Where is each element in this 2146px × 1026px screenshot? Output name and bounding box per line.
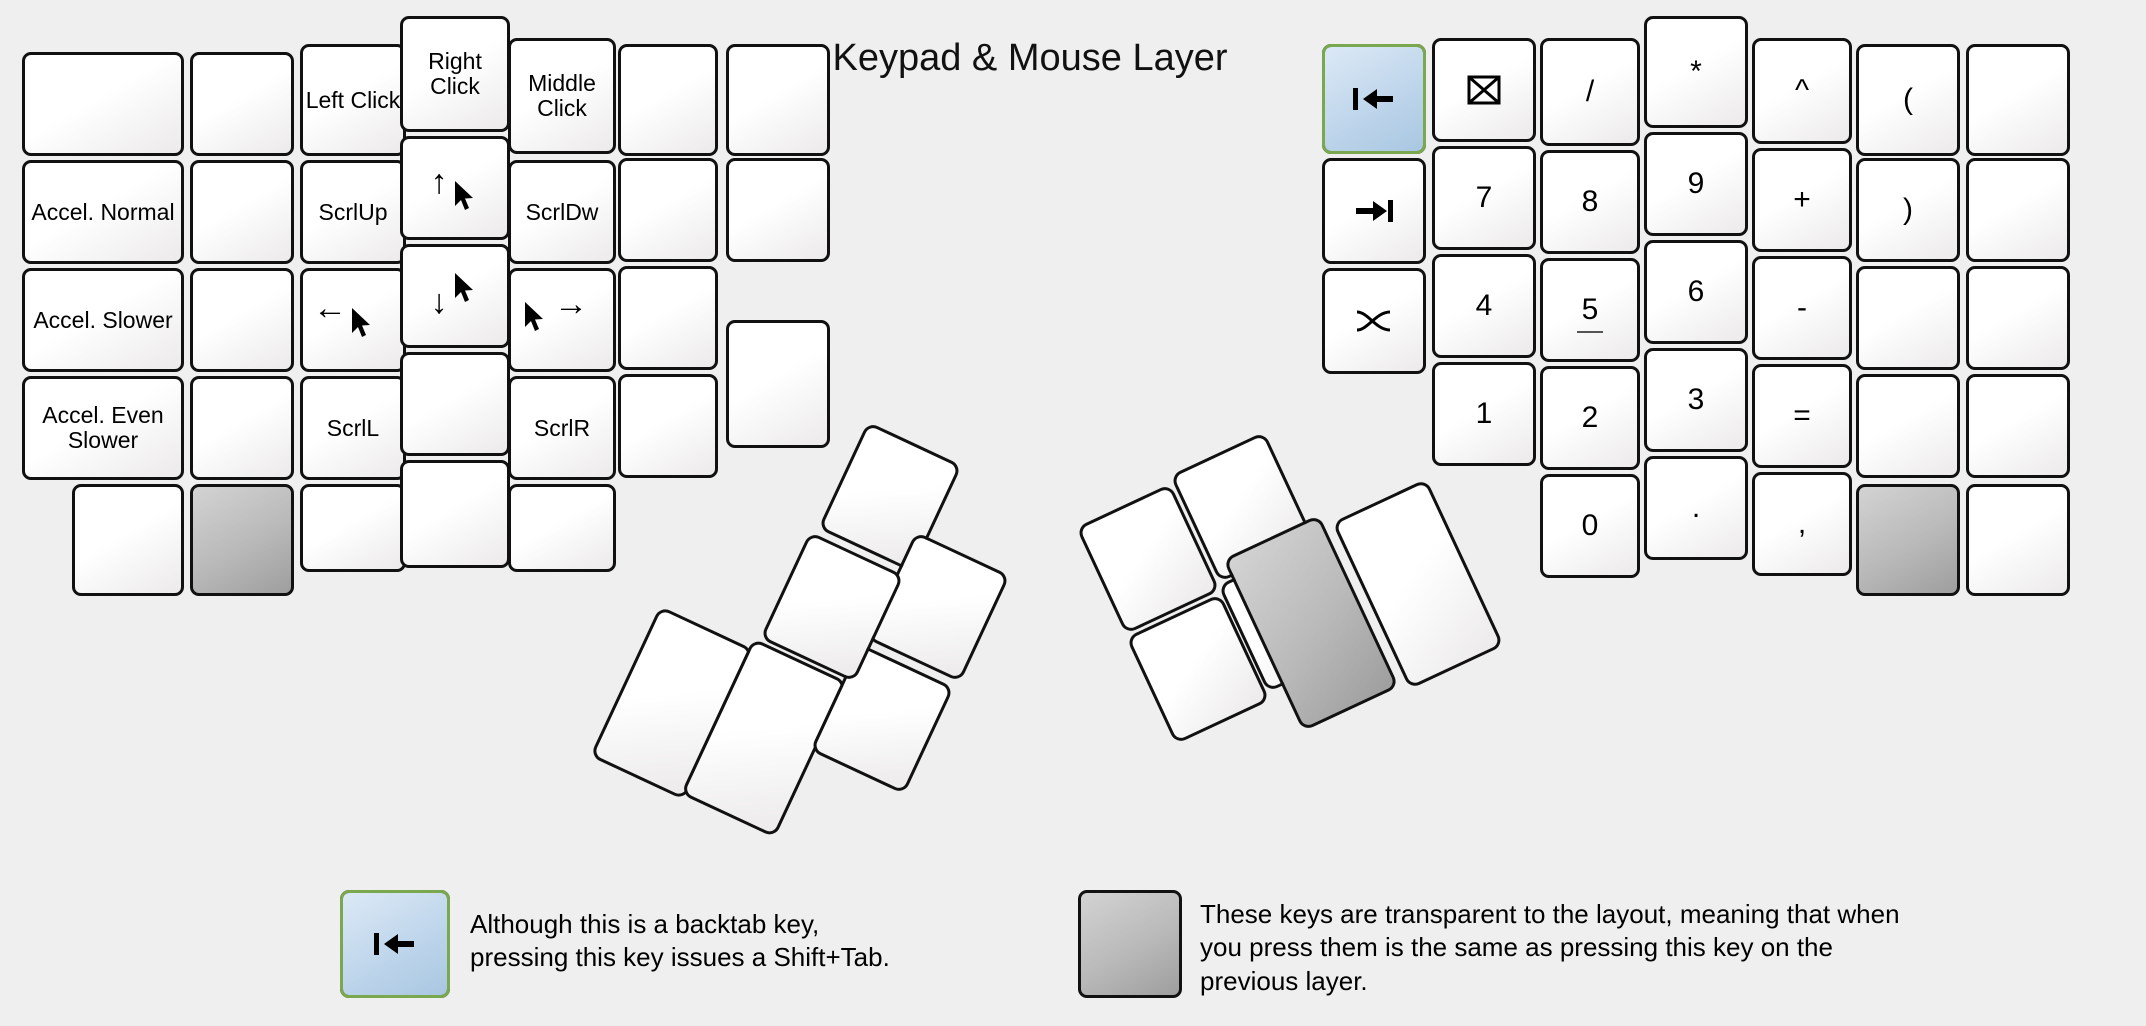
legend-backtab-text: Although this is a backtab key, pressing this key issues a Shift+Tab. (470, 909, 890, 973)
key-kp-8[interactable] (1540, 150, 1640, 254)
key-scroll-right[interactable] (508, 376, 616, 480)
key-l-r3-c5[interactable] (618, 374, 718, 478)
key-kp-0-label: 0 (1581, 508, 1599, 542)
key-caret[interactable] (1752, 38, 1852, 144)
key-right-click-label: Right Click (428, 48, 482, 99)
key-l-r3-c1[interactable] (190, 376, 294, 480)
key-kp-slash-label: / (1585, 74, 1595, 108)
key-scroll-up-label: ScrlUp (318, 198, 388, 225)
key-kp-7-label: 7 (1475, 180, 1493, 214)
key-scroll-down-label: ScrlDw (525, 198, 599, 225)
tab-icon (1351, 198, 1397, 224)
key-kp-asterisk[interactable] (1644, 16, 1748, 128)
key-l-r0-c0[interactable] (22, 52, 184, 156)
backtab-icon (1351, 86, 1397, 112)
key-l-r4-c4[interactable] (508, 484, 616, 572)
homing-bar-icon (1577, 331, 1603, 333)
key-r-r4-last[interactable] (1966, 484, 2070, 596)
key-l-r2-c5[interactable] (618, 266, 718, 370)
key-numlock-clear[interactable] (1432, 38, 1536, 142)
key-l-r0-c6[interactable] (726, 44, 830, 156)
key-l-r4-c2[interactable] (300, 484, 406, 572)
key-kp-7[interactable] (1432, 146, 1536, 250)
key-left-click-label: Left Click (305, 86, 401, 113)
key-mouse-left[interactable] (300, 268, 406, 372)
key-scroll-down[interactable] (508, 160, 616, 264)
key-kp-4[interactable] (1432, 254, 1536, 358)
key-kp-6[interactable] (1644, 240, 1748, 344)
key-kp-9[interactable] (1644, 132, 1748, 236)
key-kp-3-label: 3 (1687, 382, 1705, 416)
key-accel-normal-label: Accel. Normal (31, 198, 175, 225)
mouse-left-icon: ← (313, 290, 393, 350)
key-r-r3-c4[interactable] (1856, 374, 1960, 478)
key-scroll-left[interactable] (300, 376, 406, 480)
clear-icon (1463, 69, 1505, 111)
key-kp-6-label: 6 (1687, 274, 1705, 308)
key-scroll-right-label: ScrlR (533, 414, 591, 441)
key-accel-slower-label: Accel. Slower (33, 306, 173, 333)
key-kp-equals-label: = (1793, 398, 1811, 432)
key-kp-slash[interactable] (1540, 38, 1640, 146)
key-kp-3[interactable] (1644, 348, 1748, 452)
key-r-r1-c6[interactable] (1966, 158, 2070, 262)
key-l-r4-c1-transparent[interactable] (190, 484, 294, 596)
mouse-down-icon: ↓ (431, 278, 480, 315)
key-mouse-down[interactable] (400, 244, 510, 348)
key-accel-even-slower-label: Accel. Even Slower (42, 402, 164, 453)
key-mouse-up[interactable] (400, 136, 510, 240)
key-l-r2-c6[interactable] (726, 320, 830, 448)
key-kp-minus[interactable] (1752, 256, 1852, 360)
key-kp-5-homing[interactable] (1540, 258, 1640, 362)
key-kp-8-label: 8 (1581, 184, 1599, 218)
key-r-r2-c5[interactable] (1856, 266, 1960, 370)
mouse-up-icon: ↑ (431, 170, 480, 207)
key-kp-equals[interactable] (1752, 364, 1852, 468)
key-kp-plus-label: + (1793, 182, 1811, 216)
key-l-r0-c1[interactable] (190, 52, 294, 156)
key-caret-label: ^ (1794, 73, 1810, 107)
key-kp-2-label: 2 (1581, 400, 1599, 434)
key-kp-dot-label: . (1691, 490, 1701, 524)
key-l-r3-c3[interactable] (400, 352, 510, 456)
key-backtab[interactable] (1322, 44, 1426, 154)
page-title: Keypad & Mouse Layer (832, 37, 1228, 79)
key-kp-comma[interactable] (1752, 472, 1852, 576)
key-r-r0-c6[interactable] (1966, 44, 2070, 156)
key-r-r4-transparent[interactable] (1856, 484, 1960, 596)
legend-transparent-key (1078, 890, 1182, 998)
legend-backtab-key (340, 890, 450, 998)
legend-transparent-text: These keys are transparent to the layout, meaning that when you press them is the same as pressing this key on the previous layer. (1200, 899, 1900, 996)
key-accel-slower[interactable] (22, 268, 184, 372)
key-kp-1-label: 1 (1475, 396, 1493, 430)
key-l-r4-c0[interactable] (72, 484, 184, 596)
key-kp-asterisk-label: * (1690, 54, 1702, 88)
key-kp-plus[interactable] (1752, 148, 1852, 252)
key-middle-click-label: Middle Click (528, 70, 596, 121)
key-right-click[interactable] (400, 16, 510, 132)
backtab-icon (372, 931, 418, 957)
key-kp-minus-label: - (1797, 290, 1807, 324)
key-shuffle[interactable] (1322, 268, 1426, 374)
key-paren-right[interactable] (1856, 158, 1960, 262)
key-scroll-up[interactable] (300, 160, 406, 264)
key-mouse-right[interactable] (508, 268, 616, 372)
key-l-r1-c6[interactable] (726, 158, 830, 262)
key-r-r3-c5[interactable] (1966, 374, 2070, 478)
key-kp-2[interactable] (1540, 366, 1640, 470)
mouse-right-icon: → (520, 290, 604, 350)
key-paren-left[interactable] (1856, 44, 1960, 156)
key-l-r4-c3[interactable] (400, 460, 510, 568)
key-kp-comma-label: , (1797, 506, 1807, 540)
key-kp-5-label: 5 (1581, 292, 1599, 326)
key-kp-4-label: 4 (1475, 288, 1493, 322)
shuffle-icon (1354, 308, 1394, 334)
key-l-r1-c1[interactable] (190, 160, 294, 264)
key-accel-normal[interactable] (22, 160, 184, 264)
key-r-r2-c6[interactable] (1966, 266, 2070, 370)
key-l-r1-c5[interactable] (618, 158, 718, 262)
key-l-r2-c1[interactable] (190, 268, 294, 372)
key-kp-dot[interactable] (1644, 456, 1748, 560)
key-kp-9-label: 9 (1687, 166, 1705, 200)
key-paren-right-label: ) (1903, 192, 1913, 226)
key-accel-even-slower[interactable] (22, 376, 184, 480)
key-tab[interactable] (1322, 158, 1426, 264)
key-kp-0[interactable] (1540, 474, 1640, 578)
key-kp-1[interactable] (1432, 362, 1536, 466)
key-middle-click[interactable] (508, 38, 616, 154)
key-l-r0-c5[interactable] (618, 44, 718, 156)
key-left-click[interactable] (300, 44, 406, 156)
key-scroll-left-label: ScrlL (326, 414, 380, 441)
key-paren-left-label: ( (1903, 82, 1913, 116)
